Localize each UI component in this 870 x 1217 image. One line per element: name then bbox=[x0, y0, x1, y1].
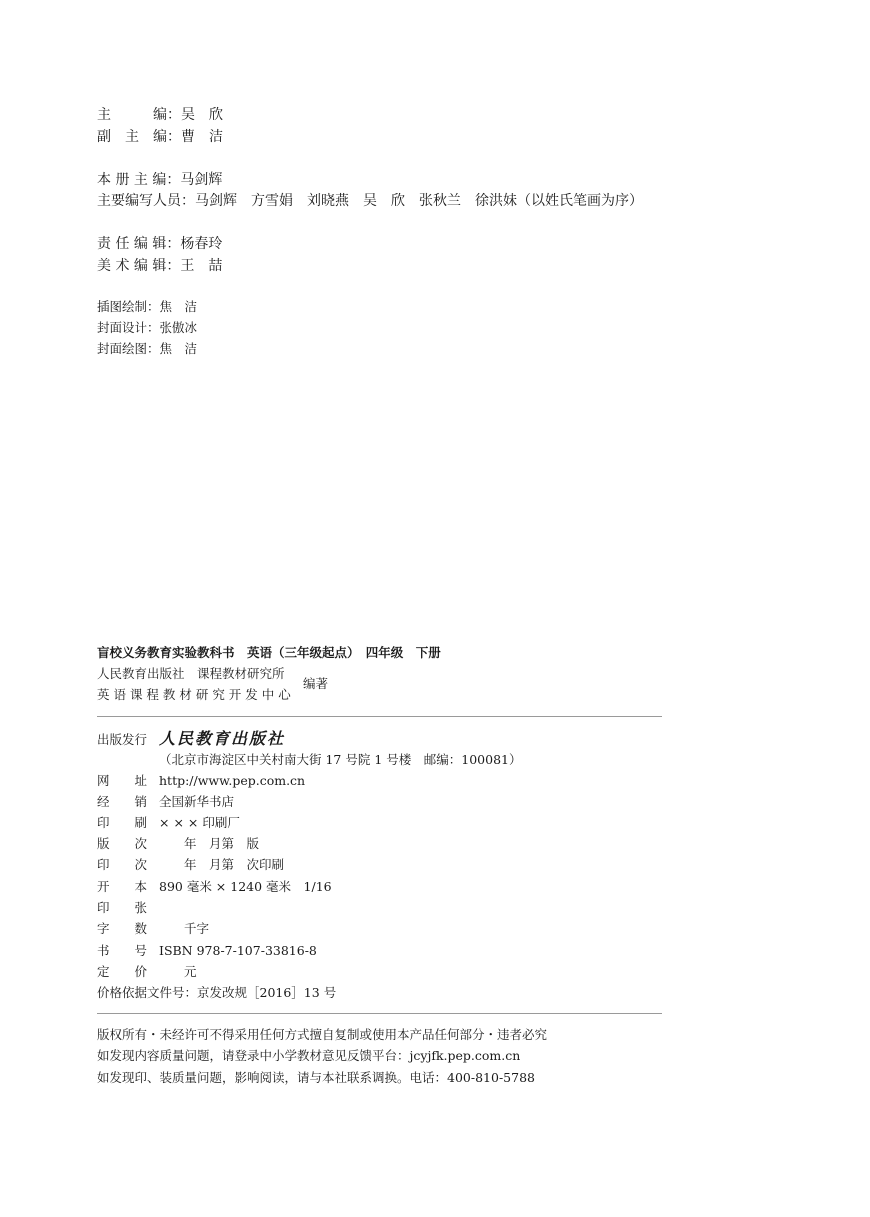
publish-row bbox=[97, 730, 285, 749]
book-title: 盲校义务教育实验教科书 英语（三年级起点） 四年级 下册 bbox=[97, 645, 441, 660]
compiled-by: 编著 bbox=[303, 676, 329, 691]
printer-label: 印 刷 bbox=[97, 815, 148, 830]
price-row bbox=[97, 963, 197, 981]
isbn-value: ISBN 978-7-107-33816-8 bbox=[159, 943, 317, 958]
edition-label: 版 次 bbox=[97, 836, 148, 851]
chief-editor-label: 主 编： bbox=[97, 107, 181, 123]
responsible-editor-row bbox=[97, 234, 222, 254]
edition-row bbox=[97, 835, 259, 853]
sheets-label: 印 张 bbox=[97, 900, 148, 915]
format-label: 开 本 bbox=[97, 879, 148, 894]
printer-value: × × × 印刷厂 bbox=[159, 815, 240, 830]
impression-row bbox=[97, 856, 284, 874]
responsible-editor-value: 杨春玲 bbox=[180, 236, 223, 252]
words-label: 字 数 bbox=[97, 921, 148, 936]
impression-value: 年 月第 次印刷 bbox=[159, 857, 285, 872]
edition-value: 年 月第 版 bbox=[159, 836, 260, 851]
deputy-editor-label: 副 主 编： bbox=[97, 129, 181, 145]
words-row bbox=[97, 920, 209, 938]
cover-drawing: 封面绘图：焦 洁 bbox=[97, 341, 198, 356]
art-editor-label: 美 术 编 辑： bbox=[97, 258, 181, 274]
website-row bbox=[97, 772, 305, 790]
writers-row bbox=[97, 191, 643, 211]
feedback-notice: 如发现内容质量问题，请登录中小学教材意见反馈平台：jcyjfk.pep.com.cn bbox=[97, 1048, 521, 1063]
chief-editor-row bbox=[97, 105, 223, 125]
copyright-notice: 版权所有・未经许可不得采用任何方式擅自复制或使用本产品任何部分・违者必究 bbox=[97, 1027, 548, 1042]
publisher-line-1: 人民教育出版社 课程教材研究所 bbox=[97, 666, 285, 681]
distributor-label: 经 销 bbox=[97, 794, 148, 809]
quality-notice: 如发现印、装质量问题，影响阅读，请与本社联系调换。电话：400-810-5788 bbox=[97, 1070, 535, 1085]
words-value: 千字 bbox=[159, 921, 210, 936]
art-editor-row bbox=[97, 256, 222, 276]
format-value: 890 毫米 × 1240 毫米 1/16 bbox=[159, 879, 332, 894]
publisher-logo: 人民教育出版社 bbox=[159, 729, 286, 748]
volume-editor-row bbox=[97, 170, 222, 190]
sheets-row bbox=[97, 899, 159, 917]
distributor-row bbox=[97, 793, 234, 811]
art-editor-value: 王 喆 bbox=[180, 258, 223, 274]
volume-editor-value: 马剑辉 bbox=[180, 172, 223, 188]
chief-editor-value: 吴 欣 bbox=[181, 107, 223, 123]
publisher-address: （北京市海淀区中关村南大街 17 号院 1 号楼 邮编：100081） bbox=[159, 752, 522, 767]
isbn-label: 书 号 bbox=[97, 943, 148, 958]
distributor-value: 全国新华书店 bbox=[159, 794, 235, 809]
illustration-drawing: 插图绘制：焦 洁 bbox=[97, 299, 198, 314]
impression-label: 印 次 bbox=[97, 857, 148, 872]
website-label: 网 址 bbox=[97, 773, 148, 788]
writers-label: 主要编写人员： bbox=[97, 193, 195, 209]
price-value: 元 bbox=[159, 964, 197, 979]
isbn-row bbox=[97, 942, 317, 960]
divider-bottom bbox=[97, 1013, 662, 1014]
format-row bbox=[97, 878, 332, 896]
divider-top bbox=[97, 716, 662, 717]
deputy-editor-value: 曹 洁 bbox=[181, 129, 223, 145]
publish-label: 出版发行 bbox=[97, 732, 148, 747]
deputy-editor-row bbox=[97, 127, 223, 147]
price-label: 定 价 bbox=[97, 964, 148, 979]
volume-editor-label: 本 册 主 编： bbox=[97, 172, 181, 188]
responsible-editor-label: 责 任 编 辑： bbox=[97, 236, 181, 252]
website-value: http://www.pep.com.cn bbox=[159, 773, 306, 788]
publisher-line-2: 英 语 课 程 教 材 研 究 开 发 中 心 bbox=[97, 687, 291, 702]
cover-design: 封面设计：张傲冰 bbox=[97, 320, 198, 335]
writers-value: 马剑辉 方雪娟 刘晓燕 吴 欣 张秋兰 徐洪妹（以姓氏笔画为序） bbox=[195, 193, 643, 209]
price-basis: 价格依据文件号：京发改规［2016］13 号 bbox=[97, 985, 337, 1000]
printer-row bbox=[97, 814, 240, 832]
